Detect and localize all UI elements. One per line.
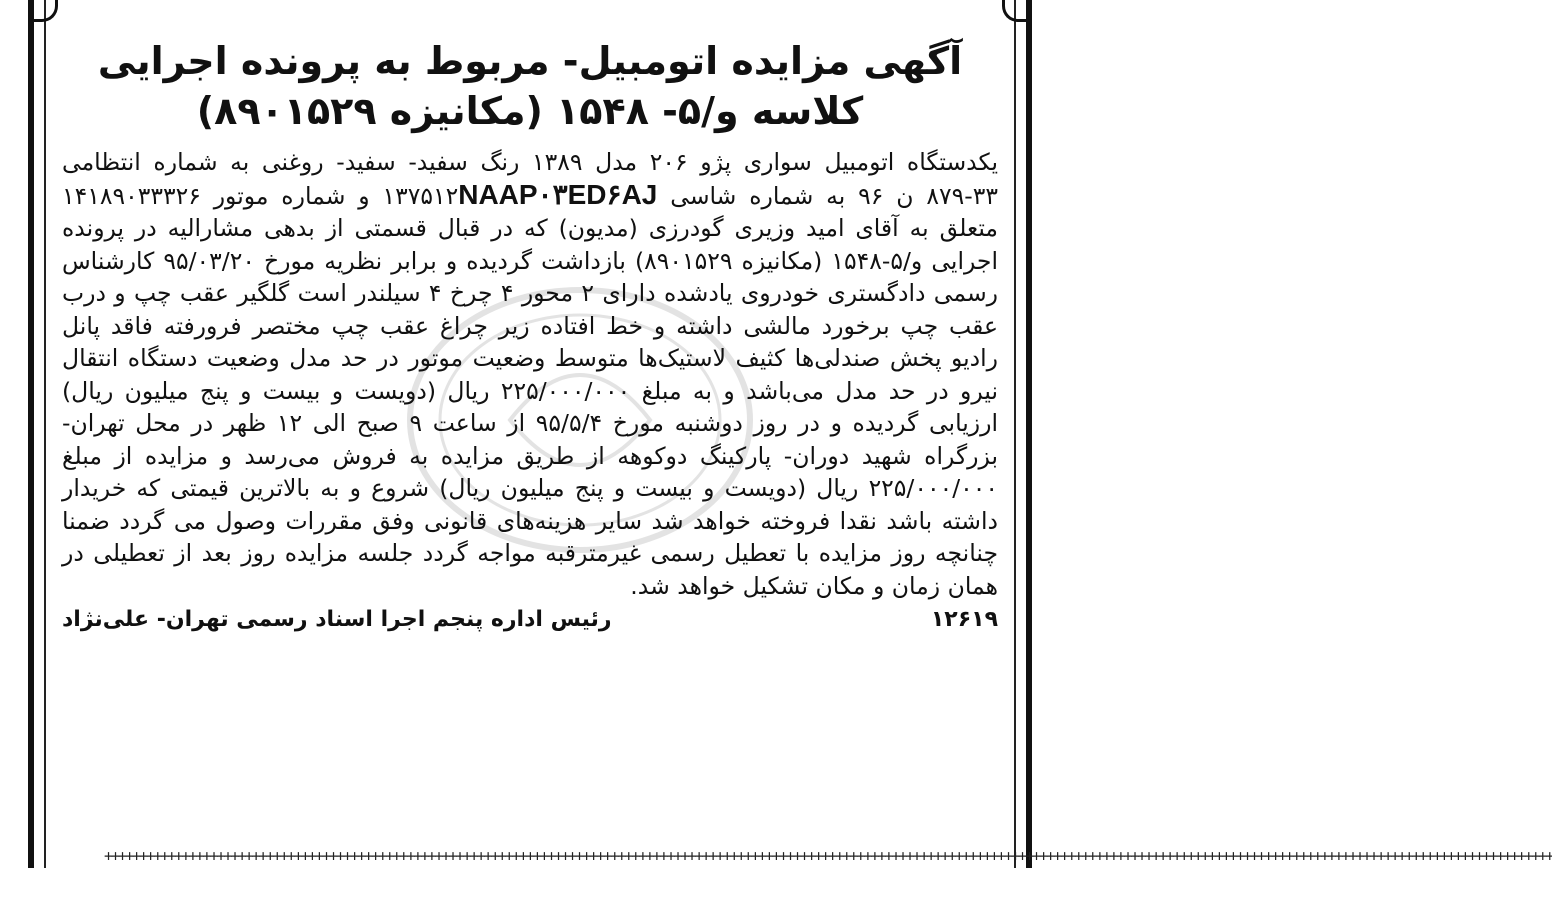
- notice-body: [62, 146, 998, 602]
- notice-footer: [62, 604, 998, 636]
- notice-body-part2: ۱۳۷۵۱۲ و شماره موتور ۱۴۱۸۹۰۳۳۳۲۶ متعلق به آقای امید وزیری گودرزی (مدیون) که در قبال قسمتی از بدهی مشارالیه در پرونده اجرایی و/۵-۱۵۴۸ (مکانیزه ۸۹۰۱۵۲۹) بازداشت گردیده و برابر نظریه مورخ ۹۵/۰۳/۲۰ کارشناس رسمی دادگستری خودروی یادشده دارای ۲ محور ۴ چرخ ۴ سیلندر است گلگیر عقب چپ و درب عقب چپ برخورد مالشی داشته و خط افتاده زیر چراغ عقب چپ مختصر فرورفته فاقد پانل رادیو پخش صندلی‌ها کثیف لاستیک‌ها متوسط وضعیت موتور در حد مدل وضعیت دستگاه انتقال نیرو در حد مدل می‌باشد و به مبلغ ۲۲۵/۰۰۰/۰۰۰ ریال (دویست و بیست و پنج میلیون ریال) ارزیابی گردیده و در روز دوشنبه مورخ ۹۵/۵/۴ از ساعت ۹ صبح الی ۱۲ ظهر در محل تهران- بزرگراه شهید دوران- پارکینگ دوکوهه از طریق مزایده به فروش می‌رسد و مزایده از مبلغ ۲۲۵/۰۰۰/۰۰۰ ریال (دویست و بیست و پنج میلیون ریال) شروع و به بالاترین قیمتی که خریدار داشته باشد نقدا فروخته خواهد شد سایر هزینه‌های قانونی وفق مقررات وصول می گردد ضمنا چنانچه روز مزایده با تعطیل رسمی غیرمترقبه مواجه گردد جلسه مزایده روز بعد از تعطیلی در همان زمان و مکان تشکیل خواهد شد.: [62, 181, 999, 600]
- chassis-number: NAAP۰۳ED۶AJ: [458, 178, 658, 210]
- notice-title: آگهی مزایده اتومبیل- مربوط به پرونده اجرایی کلاسه و/۵- ۱۵۴۸ (مکانیزه ۸۹۰۱۵۲۹): [97, 39, 963, 133]
- signature: رئیس اداره پنجم اجرا اسناد رسمی تهران- علی‌نژاد: [62, 607, 612, 632]
- notice-content: [62, 36, 998, 636]
- notice-number: ۱۲۶۱۹: [930, 607, 998, 632]
- notice-body-part1: یکدستگاه اتومبیل سواری پژو ۲۰۶ مدل ۱۳۸۹ رنگ سفید- سفید- روغنی به شماره انتظامی ۳۳-۸۷۹ ن ۹۶ به شماره شاسی: [62, 148, 999, 210]
- separator-line: ++++++++++++++++++++++++++++++++++++++++++++++++++++++++++++++++++++++++++++++++++++++++++++++++++++++++++++++++++++++++++++++++++++++++++++++++++++++++++++++++++++++++++++++++++++++++++++++++++++++++++++++: [104, 847, 1552, 865]
